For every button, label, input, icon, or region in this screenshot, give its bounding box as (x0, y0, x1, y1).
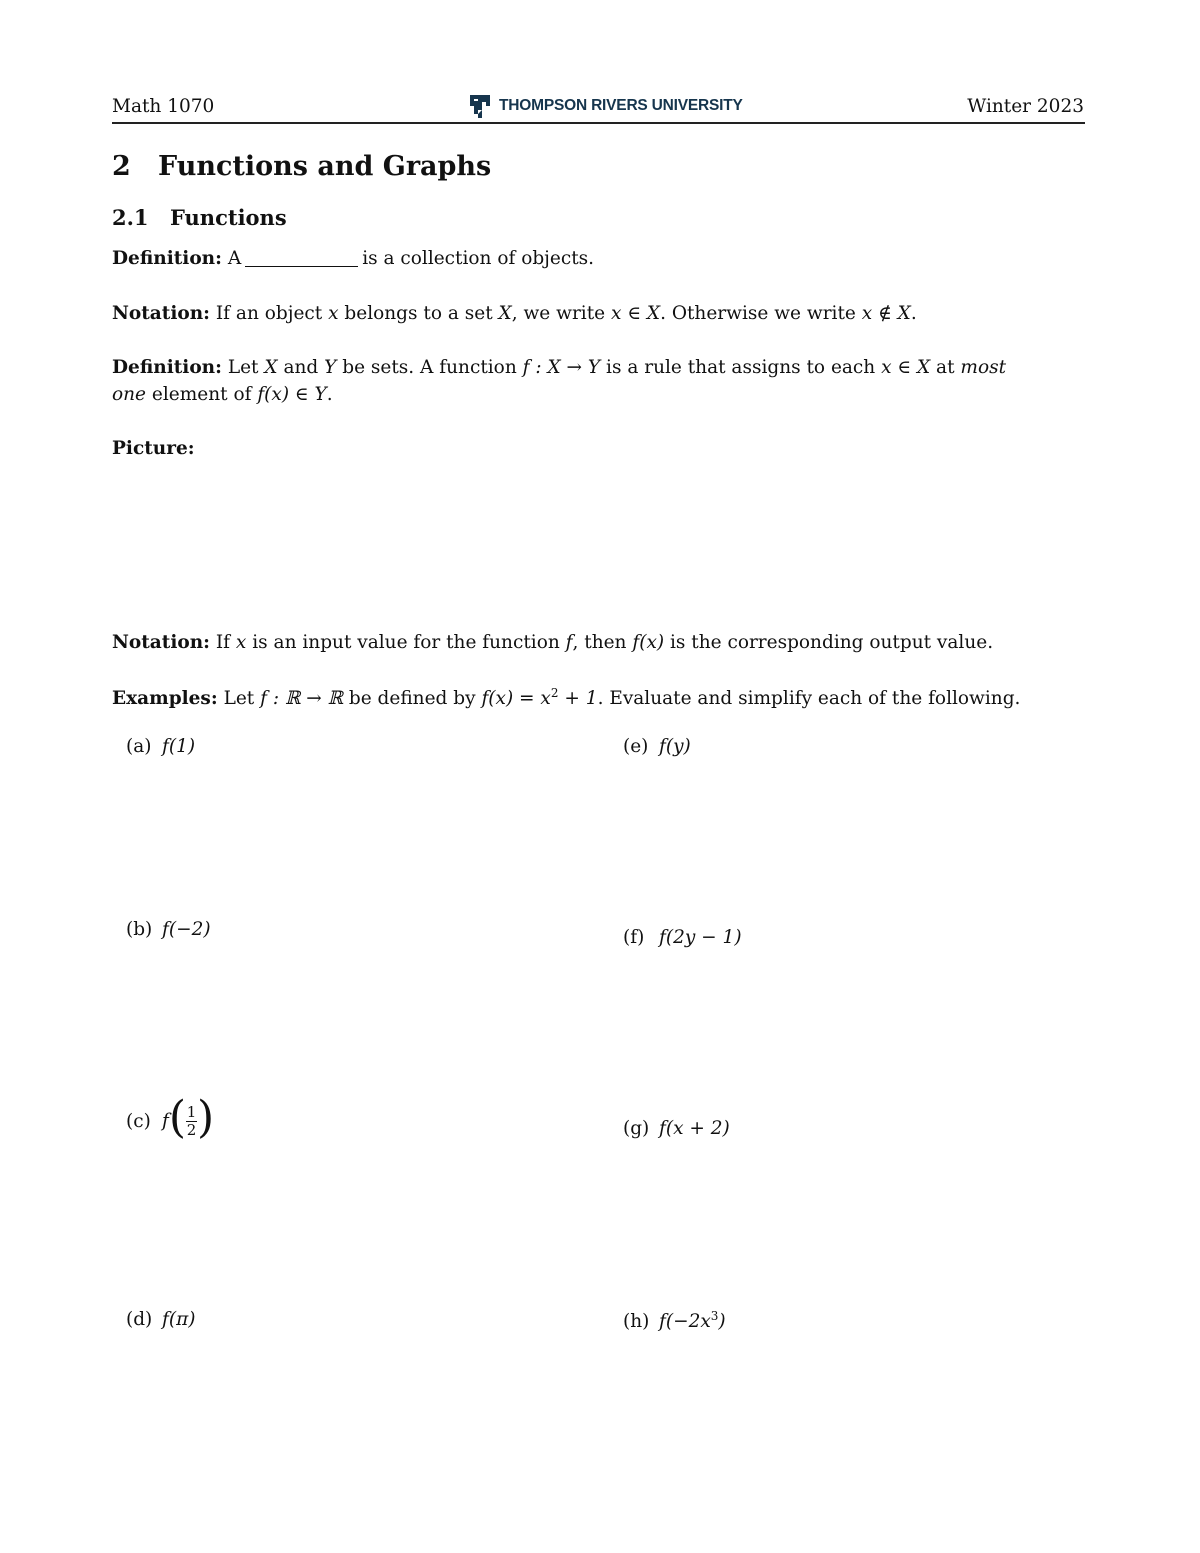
exercise-label: (h) (623, 1311, 650, 1333)
subsection-number: 2.1 (112, 205, 149, 230)
text: If (215, 632, 231, 653)
text: . Otherwise we write (660, 303, 856, 324)
exercise-expression: f(x + 2) (659, 1118, 730, 1139)
math: f : X → Y (522, 357, 601, 378)
definition-set (112, 248, 594, 269)
course-code: Math 1070 (112, 96, 215, 117)
section-title: Functions and Graphs (158, 151, 492, 182)
exercise-expression: f(−2) (162, 919, 211, 940)
notation-label: Notation: (112, 303, 210, 324)
university-crest-icon (468, 92, 492, 120)
definition-function-line1 (112, 357, 1006, 378)
exercise-expression: f(2y − 1) (659, 927, 742, 948)
text: and (283, 357, 319, 378)
fraction-denominator: 2 (186, 1120, 197, 1139)
exercise-expression: f(y) (659, 736, 691, 757)
university-name: THOMPSON RIVERS UNIVERSITY (499, 97, 743, 114)
exercise-label: (b) (126, 919, 153, 940)
examples-label: Examples: (112, 688, 218, 710)
notation-membership (112, 303, 917, 324)
exercise-b (126, 919, 211, 940)
math: f(x) ∈ Y (257, 384, 327, 405)
definition-text: is a collection of objects. (362, 248, 595, 269)
math-exponent: 2 (550, 686, 559, 700)
definition-function-line2 (112, 384, 333, 405)
math: X (498, 303, 512, 324)
text: , we write (511, 303, 606, 324)
math: f (565, 632, 573, 653)
definition-text: A (227, 248, 242, 269)
section-number: 2 (112, 151, 131, 182)
text: is a rule that assigns to each (606, 357, 876, 378)
text: Let (227, 357, 259, 378)
picture-label: Picture: (112, 438, 195, 459)
university-logo (468, 92, 743, 120)
definition-label: Definition: (112, 248, 222, 269)
math: f : ℝ → ℝ (260, 688, 343, 710)
text: , then (572, 632, 627, 653)
math: f(x) (632, 632, 665, 653)
exercise-close-paren: ) (718, 1311, 726, 1333)
text: If an object (215, 303, 323, 324)
math: x ∉ X (861, 303, 911, 324)
exercise-label: (e) (623, 736, 649, 757)
fraction (186, 1104, 197, 1139)
left-paren: ( (168, 1092, 187, 1143)
text: be sets. A function (342, 357, 517, 378)
subsection-title: Functions (170, 205, 287, 230)
fill-in-blank (245, 265, 358, 267)
math: X (264, 357, 278, 378)
text: . (910, 303, 917, 324)
fraction-numerator: 1 (186, 1102, 197, 1121)
header-rule (112, 122, 1085, 124)
emphasis: one (112, 384, 147, 405)
exercise-label: (d) (126, 1309, 153, 1330)
exercise-label: (a) (126, 736, 152, 757)
math: x ∈ X (611, 303, 661, 324)
text: . Evaluate and simplify each of the following. (597, 688, 1021, 710)
right-paren: ) (197, 1092, 215, 1143)
text: element of (151, 384, 252, 405)
exercise-label: (c) (126, 1110, 151, 1132)
exercise-f (623, 927, 742, 948)
math: x (328, 303, 339, 324)
notation-label: Notation: (112, 632, 210, 653)
exercise-expression: f(1) (162, 736, 196, 757)
exercise-expression: f(−2x (659, 1311, 711, 1333)
exercise-expression: f(π) (162, 1309, 196, 1330)
math: Y (324, 357, 337, 378)
emphasis: most (960, 357, 1007, 378)
section-heading (112, 151, 491, 182)
exercise-e (623, 736, 691, 757)
text: Let (223, 688, 255, 710)
math: + 1 (564, 688, 598, 710)
exercise-function: f (162, 1110, 169, 1132)
exercise-label: (f) (623, 927, 645, 948)
text: belongs to a set (344, 303, 493, 324)
subsection-heading (112, 205, 287, 230)
definition-label: Definition: (112, 357, 222, 378)
examples-intro (112, 686, 1020, 709)
exercise-d (126, 1309, 195, 1330)
text: is the corresponding output value. (669, 632, 994, 653)
text: . (326, 384, 333, 405)
exercise-g (623, 1118, 730, 1139)
exercise-a (126, 736, 195, 757)
math: x ∈ X (881, 357, 931, 378)
notation-output (112, 632, 993, 653)
math: x (235, 632, 247, 653)
text: at (936, 357, 955, 378)
exercise-c (126, 1092, 215, 1143)
exercise-exponent: 3 (710, 1309, 719, 1323)
exercise-h (623, 1309, 726, 1332)
text: is an input value for the function (252, 632, 560, 653)
math: f(x) = x (481, 688, 551, 710)
exercise-label: (g) (623, 1118, 650, 1139)
text: be defined by (348, 688, 476, 710)
term: Winter 2023 (967, 96, 1084, 117)
